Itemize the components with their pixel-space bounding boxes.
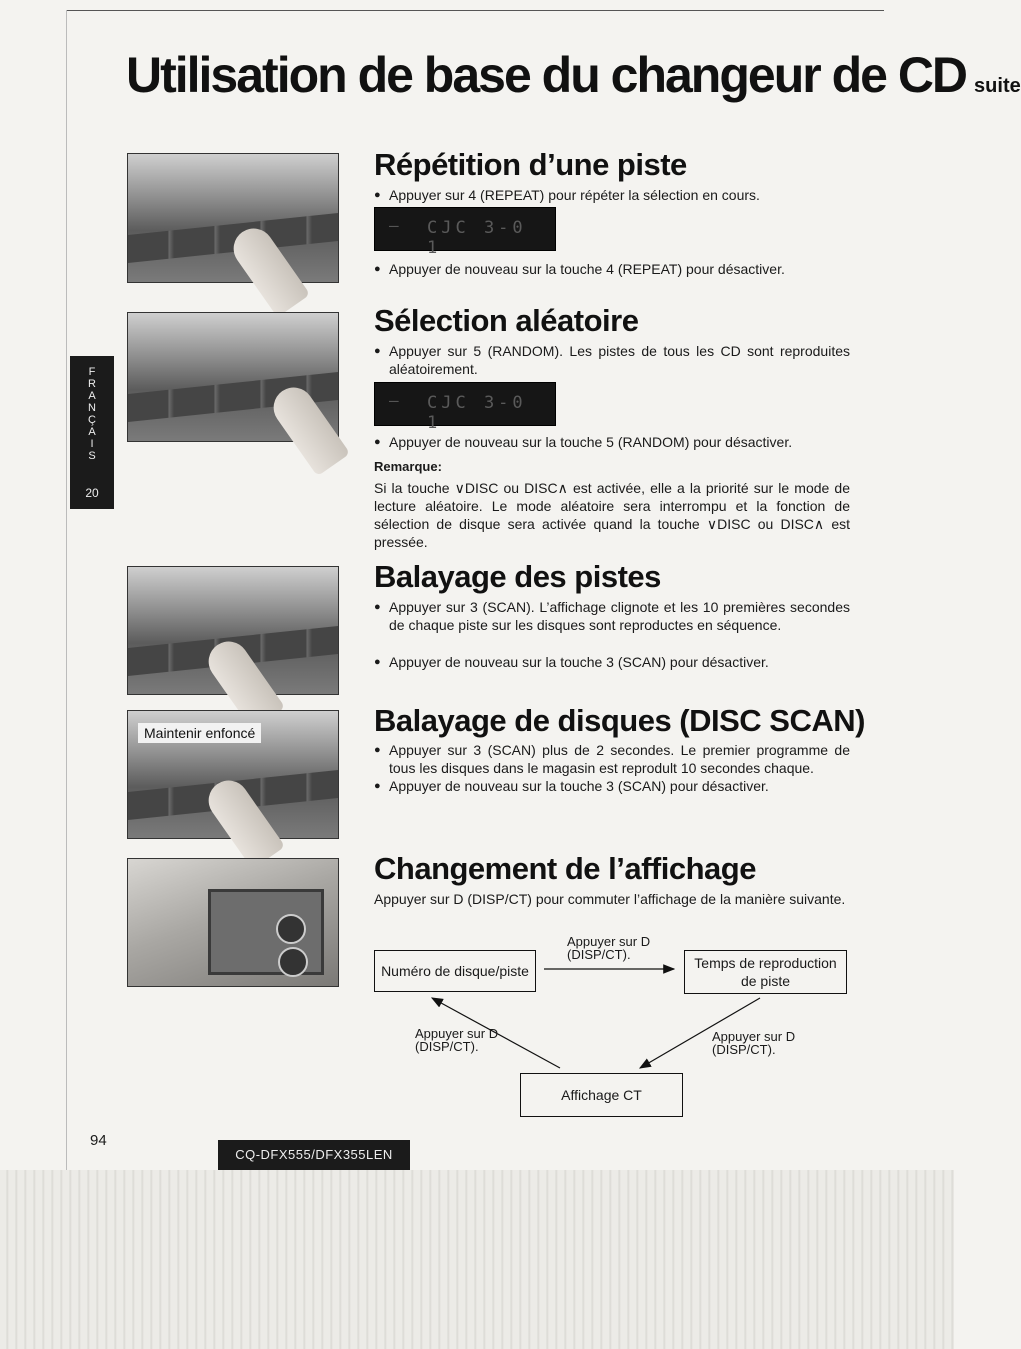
display-change-intro: Appuyer sur D (DISP/CT) pour commuter l’affichage de la manière suivante. [374,891,846,907]
note-label: Remarque: [374,459,442,474]
repeat-bullet-1-text: Appuyer sur 4 (REPEAT) pour répéter la sélection en cours. [389,187,760,203]
bullet-dot: ● [374,345,381,357]
arrow-label-left: Appuyer sur D (DISP/CT). [415,1026,499,1054]
random-lcd-text: CJC 3-0 1 [427,393,527,433]
side-tab-page-number: 20 [85,486,99,500]
arrow-label-top: Appuyer sur D (DISP/CT). [567,934,651,962]
bullet-dot: ● [374,189,381,201]
bullet-dot: ● [374,744,381,756]
side-tab-letter: S [88,450,96,462]
scan-bullet-1-text: Appuyer sur 3 (SCAN). L’affichage clignote et les 10 premières secondes de chaque piste sur les disques sont reproductes en séquence. [389,599,850,633]
flow-box-disc-track: Numéro de disque/piste [374,950,536,992]
side-tab-letter: A [88,390,96,402]
side-tab-letter: R [88,378,96,390]
section-title-disc-scan: Balayage de disques (DISC SCAN) [374,703,865,738]
flow-box-ct: Affichage CT [520,1073,683,1117]
repeat-bullet-2-text: Appuyer de nouveau sur la touche 4 (REPEAT) pour désactiver. [389,261,785,277]
side-tab-letter: I [90,438,94,450]
random-bullet-2-text: Appuyer de nouveau sur la touche 5 (RANDOM) pour désactiver. [389,434,793,450]
side-tab-letter: Ç [88,414,96,426]
section-title-random: Sélection aléatoire [374,303,639,338]
section-title-repeat: Répétition d’une piste [374,147,687,182]
page-number: 94 [90,1132,107,1149]
page-title-text: Utilisation de base du changeur de CD [126,47,967,103]
flow-box-play-time: Temps de reproduction de piste [684,950,847,994]
bullet-dot: ● [374,263,381,275]
model-number-bar: CQ-DFX555/DFX355LEN [218,1140,410,1170]
disc-scan-bullet-1-text: Appuyer sur 3 (SCAN) plus de 2 secondes. Le premier programme de tous les disques dans le magasin est reprodult 10 secondes chaque. [389,742,850,776]
lcd-dash: – [389,216,403,235]
repeat-lcd-text: CJC 3-0 1 [427,218,527,258]
bullet-dot: ● [374,656,381,668]
section-title-scan: Balayage des pistes [374,559,661,594]
side-tab-letter: N [88,402,96,414]
side-tab-letter: A [88,426,96,438]
disc-scan-bullet-2-text: Appuyer de nouveau sur la touche 3 (SCAN) pour désactiver. [389,778,769,794]
note-text: Si la touche ∨DISC ou DISC∧ est activée, elle a la priorité sur le mode de lecture aléatoire. Le mode aléatoire sera interrompu et la fonction de sélection de disque sera activée quand la touche ∨DISC ou DISC∧ est pressée. [374,480,850,550]
arrow-label-right: Appuyer sur D (DISP/CT). [712,1029,796,1057]
lcd-dash: – [389,391,403,410]
side-tab-letter: F [88,366,96,378]
random-bullet-1-text: Appuyer sur 5 (RANDOM). Les pistes de tous les CD sont reproduites aléatoirement. [389,343,850,377]
hold-label: Maintenir enfoncé [138,723,261,743]
bullet-dot: ● [374,780,381,792]
section-title-display-change: Changement de l’affichage [374,851,756,886]
bullet-dot: ● [374,436,381,448]
page-title-suffix: suite [974,75,1021,97]
bullet-dot: ● [374,601,381,613]
scan-bullet-2-text: Appuyer de nouveau sur la touche 3 (SCAN) pour désactiver. [389,654,769,670]
